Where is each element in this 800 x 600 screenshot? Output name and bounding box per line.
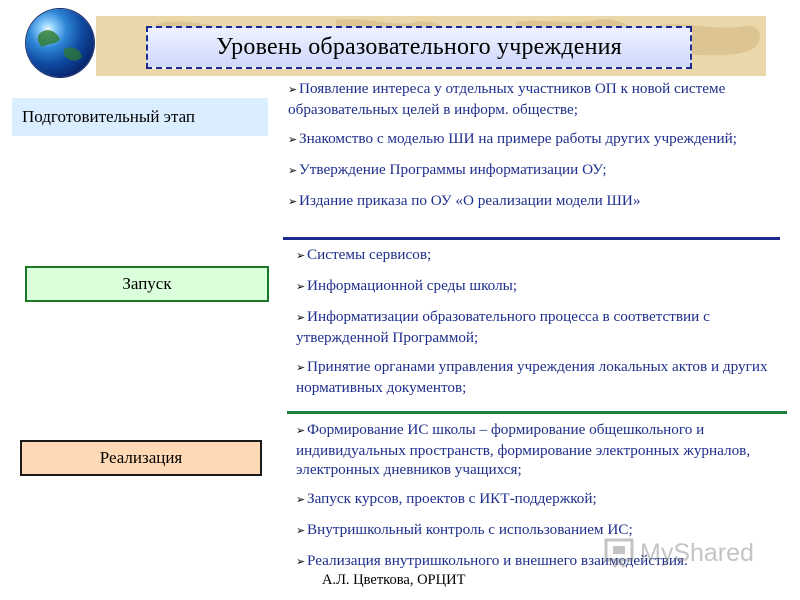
- list-item: ➢ Утверждение Программы информатизации ОУ;: [288, 160, 764, 181]
- arrow-bullet-icon: ➢: [288, 196, 298, 208]
- list-item: ➢ Запуск курсов, проектов с ИКТ-поддержкой;: [296, 489, 780, 510]
- globe-icon: [26, 9, 94, 77]
- presentation-icon: [604, 538, 634, 568]
- divider-green: [287, 411, 787, 414]
- arrow-bullet-icon: ➢: [296, 425, 306, 437]
- list-item: ➢ Информатизации образовательного процесса в соответствии с утвержденной Программой;: [296, 308, 710, 346]
- slide-title: Уровень образовательного учреждения: [216, 34, 622, 60]
- stage-preparatory-label: Подготовительный этап: [22, 107, 196, 126]
- list-item: ➢ Издание приказа по ОУ «О реализации модели ШИ»: [288, 191, 764, 212]
- list-item: ➢ Информационной среды школы;: [296, 276, 772, 297]
- arrow-bullet-icon: ➢: [296, 281, 306, 293]
- launch-items-list: [296, 245, 772, 397]
- arrow-bullet-icon: ➢: [296, 525, 306, 537]
- arrow-bullet-icon: ➢: [296, 494, 306, 506]
- divider-blue: [283, 237, 780, 240]
- arrow-bullet-icon: ➢: [288, 84, 298, 96]
- arrow-bullet-icon: ➢: [288, 165, 298, 177]
- stage-preparatory: [12, 98, 268, 136]
- arrow-bullet-icon: ➢: [296, 312, 306, 324]
- prep-items-list: [288, 79, 764, 212]
- stage-implementation-label: Реализация: [99, 448, 183, 467]
- watermark-text: MyShared: [640, 539, 754, 567]
- arrow-bullet-icon: ➢: [296, 362, 306, 374]
- list-item: ➢ Системы сервисов;: [296, 245, 772, 266]
- slide-title-box: [146, 26, 692, 69]
- arrow-bullet-icon: ➢: [296, 250, 306, 262]
- arrow-bullet-icon: ➢: [288, 134, 298, 146]
- arrow-bullet-icon: ➢: [296, 556, 306, 568]
- author-credit: А.Л. Цветкова, ОРЦИТ: [322, 572, 466, 588]
- stage-launch: [25, 266, 269, 302]
- list-item: ➢ Появление интереса у отдельных участников ОП к новой системе образовательных целей в информ. обществе;: [288, 80, 726, 118]
- list-item: ➢ Реализация внутришкольного и внешнего взаимодействия.: [296, 551, 780, 572]
- watermark: [604, 534, 764, 574]
- list-item: ➢ Внутришкольный контроль с использованием ИС;: [296, 520, 780, 541]
- stage-implementation: [20, 440, 262, 476]
- list-item: ➢ Формирование ИС школы – формирование общешкольного и индивидуальных пространств, формирование электронных журналов, электронных дневников учащихся;: [296, 421, 751, 478]
- list-item: ➢ Знакомство с моделью ШИ на примере работы других учреждений;: [288, 129, 764, 150]
- stage-launch-label: Запуск: [122, 274, 172, 293]
- list-item: ➢ Принятие органами управления учреждения локальных актов и других нормативных документов;: [296, 358, 768, 396]
